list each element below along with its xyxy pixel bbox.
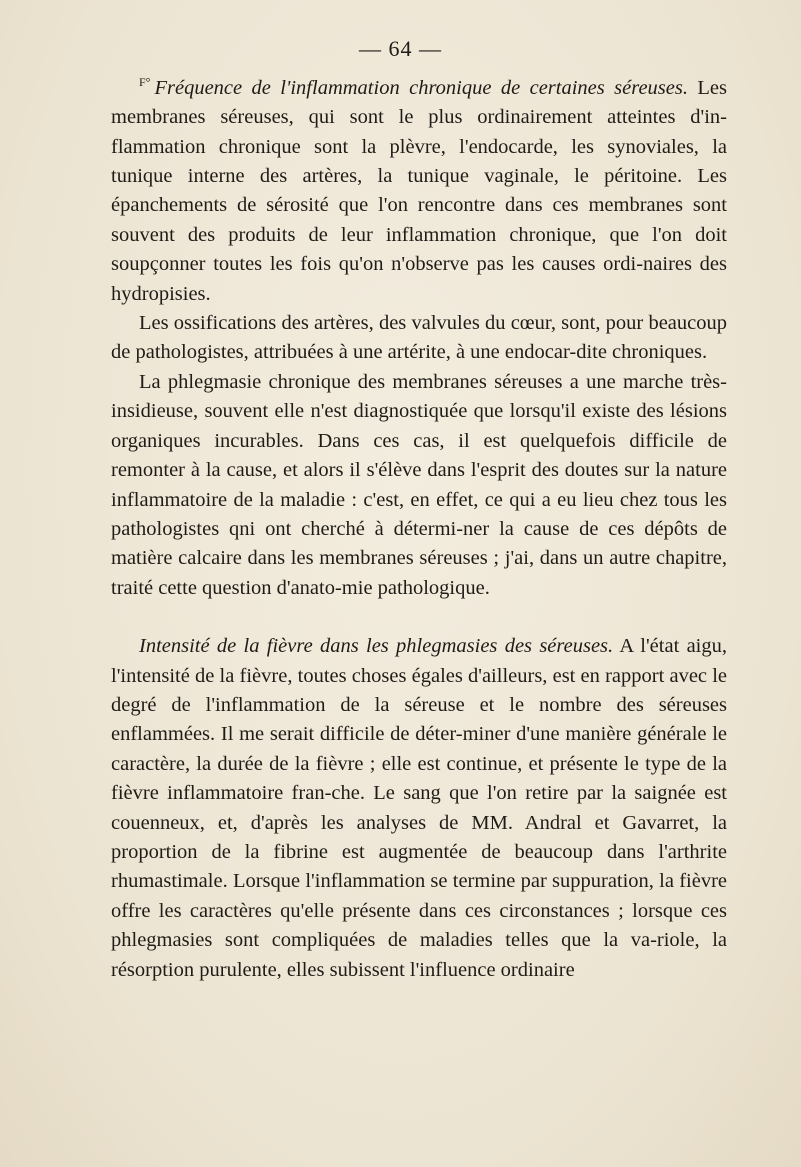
paragraph-text: La phlegmasie chronique des membranes séreuses a une marche très-insidieuse, souvent elle n'est diagnostiquée que lorsqu'il existe des lésions organiques incurables. Dans ces cas, il est quelquefois difficile de remonter à la cause, et alors il s'élève dans l'esprit des doutes sur la nature inflammatoire de la maladie : c'est, en effet, ce qui a eu lieu chez tous les pathologistes qni ont cherché à détermi-ner la cause de ces dépôts de matière calcaire dans les membranes séreuses ; j'ai, dans un autre chapitre, traité cette question d'anato-mie pathologique.	[111, 370, 727, 599]
section-heading-intensite: Intensité de la fièvre dans les phlegmasies des séreuses.	[139, 635, 614, 658]
section-heading-frequence: Fréquence de l'inflammation chronique de certaines séreuses.	[154, 76, 688, 99]
paragraph-phlegmasie	[111, 368, 727, 603]
paragraph-intensite	[111, 632, 727, 985]
paragraph-frequence	[111, 68, 727, 309]
paragraph-mark: F°	[139, 75, 151, 89]
body-text	[111, 68, 727, 985]
paragraph-ossifications	[111, 309, 727, 368]
paragraph-text: Les ossifications des artères, des valvules du cœur, sont, pour beaucoup de pathologistes, attribuées à une artérite, à une endocar-dite chroniques.	[111, 312, 727, 364]
paragraph-text: Les membranes séreuses, qui sont le plus ordinairement atteintes d'in-flammation chronique sont la plèvre, l'endocarde, les synoviales, la tunique interne des artères, la tunique vaginale, le péritoine. Les épanchements de sérosité que l'on rencontre dans ces membranes sont souvent des produits de leur inflammation chronique, que l'on doit soupçonner toutes les fois qu'on n'observe pas les causes ordi-naires des hydropisies.	[111, 76, 727, 305]
page-number: — 64 —	[359, 36, 442, 61]
paragraph-text: A l'état aigu, l'intensité de la fièvre, toutes choses égales d'ailleurs, est en rapport avec le degré de l'inflammation de la séreuse et le nombre des séreuses enflammées. Il me serait difficile de déter-miner d'une manière générale le caractère, la durée de la fièvre ; elle est continue, et présente le type de la fièvre inflammatoire fran-che. Le sang que l'on retire par la saignée est couenneux, et, d'après les analyses de MM. Andral et Gavarret, la proportion de la fibrine est augmentée de beaucoup dans l'arthrite rhumastimale. Lorsque l'inflammation se termine par suppuration, la fièvre offre les caractères qu'elle présente dans ces circonstances ; lorsque ces phlegmasies sont compliquées de maladies telles que la va-riole, la résorption purulente, elles subissent l'influence ordinaire	[111, 635, 727, 981]
